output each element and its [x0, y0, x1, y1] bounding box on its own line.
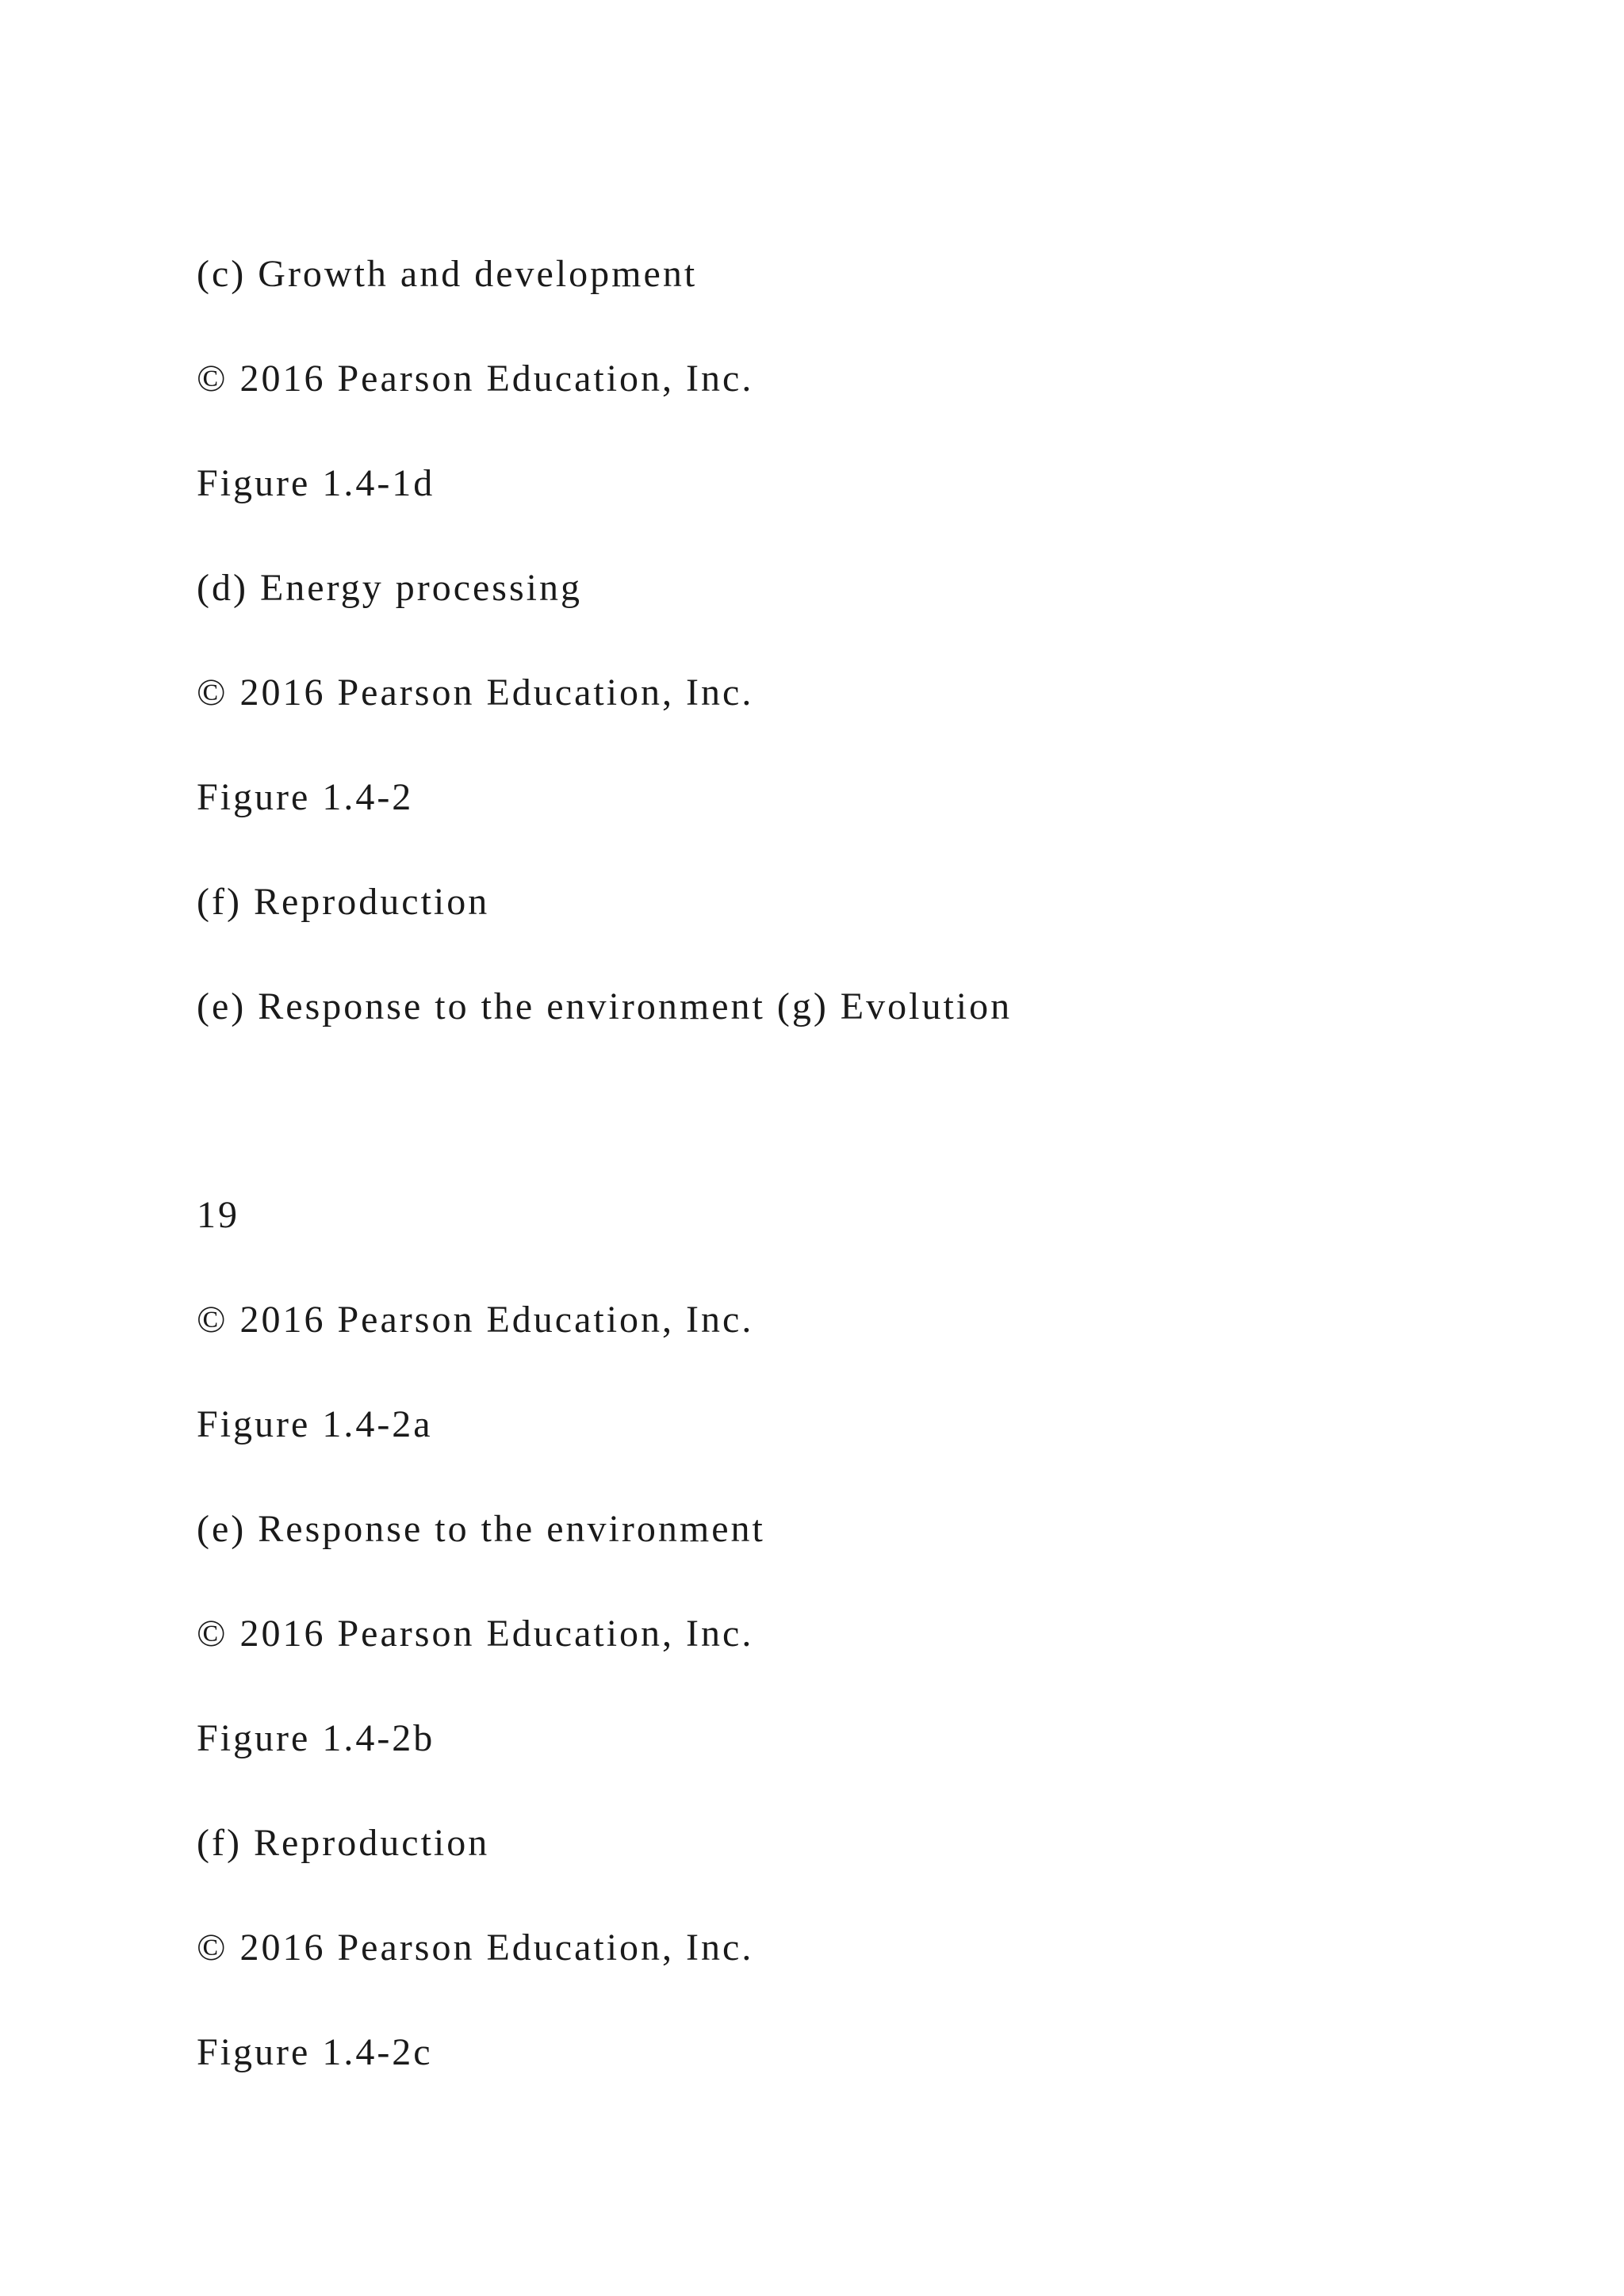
caption-growth-and-development: (c) Growth and development — [197, 253, 698, 295]
copyright-notice: © 2016 Pearson Education, Inc. — [197, 1927, 754, 1969]
figure-label: Figure 1.4-2 — [197, 776, 414, 818]
copyright-notice: © 2016 Pearson Education, Inc. — [197, 672, 754, 714]
caption-reproduction: (f) Reproduction — [197, 1822, 490, 1864]
copyright-notice: © 2016 Pearson Education, Inc. — [197, 1613, 754, 1655]
copyright-notice: © 2016 Pearson Education, Inc. — [197, 358, 754, 400]
caption-response-to-environment: (e) Response to the environment — [197, 1508, 765, 1550]
figure-label: Figure 1.4-2a — [197, 1403, 433, 1445]
caption-reproduction: (f) Reproduction — [197, 881, 490, 923]
copyright-notice: © 2016 Pearson Education, Inc. — [197, 1299, 754, 1341]
figure-label: Figure 1.4-2c — [197, 2031, 433, 2073]
caption-response-and-evolution: (e) Response to the environment (g) Evolution — [197, 985, 1013, 1027]
figure-label: Figure 1.4-2b — [197, 1717, 435, 1759]
caption-energy-processing: (d) Energy processing — [197, 567, 582, 609]
figure-label: Figure 1.4-1d — [197, 462, 435, 504]
page-number: 19 — [197, 1194, 239, 1236]
